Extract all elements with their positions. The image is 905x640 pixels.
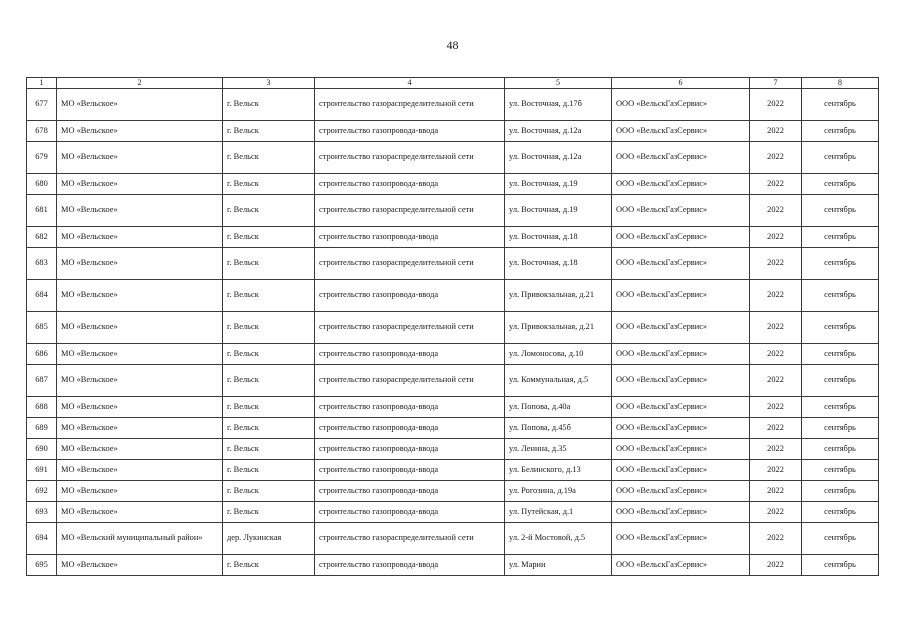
year-cell: 2022 [750,343,802,364]
work-type-cell: строительство газораспределительной сети [315,311,505,343]
work-type-cell: строительство газопровода-ввода [315,501,505,522]
column-header: 7 [750,78,802,89]
organization-cell: ООО «ВельскГазСервис» [612,396,750,417]
settlement-cell: г. Вельск [223,194,315,226]
address-cell: ул. Привокзальная, д.21 [505,279,612,311]
work-type-cell: строительство газопровода-ввода [315,226,505,247]
work-type-cell: строительство газораспределительной сети [315,88,505,120]
municipality-cell: МО «Вельское» [57,343,223,364]
settlement-cell: г. Вельск [223,311,315,343]
municipality-cell: МО «Вельское» [57,120,223,141]
table-row [27,522,879,554]
year-cell: 2022 [750,141,802,173]
column-header: 4 [315,78,505,89]
municipality-cell: МО «Вельское» [57,88,223,120]
column-header: 8 [802,78,879,89]
year-cell: 2022 [750,438,802,459]
row-number-cell: 687 [27,364,57,396]
work-type-cell: строительство газопровода-ввода [315,173,505,194]
organization-cell: ООО «ВельскГазСервис» [612,554,750,575]
organization-cell: ООО «ВельскГазСервис» [612,417,750,438]
work-type-cell: строительство газораспределительной сети [315,141,505,173]
settlement-cell: г. Вельск [223,396,315,417]
settlement-cell: г. Вельск [223,279,315,311]
municipality-cell: МО «Вельское» [57,438,223,459]
settlement-cell: дер. Лукинская [223,522,315,554]
month-cell: сентябрь [802,554,879,575]
work-type-cell: строительство газопровода-ввода [315,459,505,480]
column-header: 3 [223,78,315,89]
month-cell: сентябрь [802,141,879,173]
month-cell: сентябрь [802,417,879,438]
work-type-cell: строительство газораспределительной сети [315,364,505,396]
settlement-cell: г. Вельск [223,173,315,194]
month-cell: сентябрь [802,501,879,522]
table-row [27,438,879,459]
address-cell: ул. Марии [505,554,612,575]
table-row [27,554,879,575]
municipality-cell: МО «Вельское» [57,417,223,438]
settlement-cell: г. Вельск [223,554,315,575]
address-cell: ул. Восточная, д.19 [505,194,612,226]
organization-cell: ООО «ВельскГазСервис» [612,438,750,459]
registry-body [27,88,879,575]
municipality-cell: МО «Вельское» [57,459,223,480]
month-cell: сентябрь [802,343,879,364]
address-cell: ул. Восточная, д.12а [505,120,612,141]
address-cell: ул. Восточная, д.12а [505,141,612,173]
table-row [27,364,879,396]
year-cell: 2022 [750,120,802,141]
row-number-cell: 677 [27,88,57,120]
row-number-cell: 683 [27,247,57,279]
month-cell: сентябрь [802,88,879,120]
registry-table [26,77,879,576]
row-number-cell: 685 [27,311,57,343]
work-type-cell: строительство газораспределительной сети [315,194,505,226]
table-row [27,247,879,279]
address-cell: ул. Белинского, д.13 [505,459,612,480]
organization-cell: ООО «ВельскГазСервис» [612,226,750,247]
table-row [27,120,879,141]
year-cell: 2022 [750,554,802,575]
month-cell: сентябрь [802,173,879,194]
year-cell: 2022 [750,88,802,120]
table-row [27,501,879,522]
address-cell: ул. Коммунальная, д.5 [505,364,612,396]
work-type-cell: строительство газопровода-ввода [315,480,505,501]
organization-cell: ООО «ВельскГазСервис» [612,194,750,226]
municipality-cell: МО «Вельское» [57,279,223,311]
row-number-cell: 686 [27,343,57,364]
address-cell: ул. Восточная, д.17б [505,88,612,120]
row-number-cell: 682 [27,226,57,247]
row-number-cell: 690 [27,438,57,459]
month-cell: сентябрь [802,459,879,480]
work-type-cell: строительство газораспределительной сети [315,247,505,279]
year-cell: 2022 [750,194,802,226]
month-cell: сентябрь [802,120,879,141]
address-cell: ул. Восточная, д.19 [505,173,612,194]
organization-cell: ООО «ВельскГазСервис» [612,522,750,554]
table-row [27,194,879,226]
work-type-cell: строительство газопровода-ввода [315,396,505,417]
column-number-row [27,78,879,89]
year-cell: 2022 [750,247,802,279]
row-number-cell: 691 [27,459,57,480]
month-cell: сентябрь [802,247,879,279]
year-cell: 2022 [750,522,802,554]
municipality-cell: МО «Вельское» [57,480,223,501]
organization-cell: ООО «ВельскГазСервис» [612,141,750,173]
municipality-cell: МО «Вельское» [57,364,223,396]
page-number: 48 [446,38,459,52]
row-number-cell: 684 [27,279,57,311]
row-number-cell: 692 [27,480,57,501]
municipality-cell: МО «Вельское» [57,194,223,226]
address-cell: ул. Рогозина, д.19а [505,480,612,501]
address-cell: ул. Восточная, д.18 [505,247,612,279]
settlement-cell: г. Вельск [223,226,315,247]
column-header: 1 [27,78,57,89]
row-number-cell: 689 [27,417,57,438]
row-number-cell: 679 [27,141,57,173]
column-header: 2 [57,78,223,89]
month-cell: сентябрь [802,194,879,226]
work-type-cell: строительство газопровода-ввода [315,120,505,141]
address-cell: ул. Путейская, д.1 [505,501,612,522]
table-row [27,88,879,120]
month-cell: сентябрь [802,438,879,459]
work-type-cell: строительство газопровода-ввода [315,279,505,311]
month-cell: сентябрь [802,396,879,417]
settlement-cell: г. Вельск [223,459,315,480]
year-cell: 2022 [750,226,802,247]
year-cell: 2022 [750,279,802,311]
work-type-cell: строительство газопровода-ввода [315,417,505,438]
settlement-cell: г. Вельск [223,247,315,279]
month-cell: сентябрь [802,226,879,247]
settlement-cell: г. Вельск [223,417,315,438]
table-row [27,459,879,480]
work-type-cell: строительство газопровода-ввода [315,343,505,364]
address-cell: ул. Ломоносова, д.10 [505,343,612,364]
organization-cell: ООО «ВельскГазСервис» [612,501,750,522]
row-number-cell: 695 [27,554,57,575]
table-row [27,226,879,247]
year-cell: 2022 [750,459,802,480]
table-row [27,173,879,194]
municipality-cell: МО «Вельский муниципальный район» [57,522,223,554]
month-cell: сентябрь [802,311,879,343]
settlement-cell: г. Вельск [223,501,315,522]
year-cell: 2022 [750,501,802,522]
organization-cell: ООО «ВельскГазСервис» [612,459,750,480]
row-number-cell: 678 [27,120,57,141]
table-row [27,279,879,311]
year-cell: 2022 [750,311,802,343]
table-row [27,396,879,417]
municipality-cell: МО «Вельское» [57,554,223,575]
municipality-cell: МО «Вельское» [57,141,223,173]
row-number-cell: 694 [27,522,57,554]
municipality-cell: МО «Вельское» [57,247,223,279]
row-number-cell: 688 [27,396,57,417]
organization-cell: ООО «ВельскГазСервис» [612,364,750,396]
municipality-cell: МО «Вельское» [57,226,223,247]
year-cell: 2022 [750,396,802,417]
settlement-cell: г. Вельск [223,364,315,396]
settlement-cell: г. Вельск [223,480,315,501]
address-cell: ул. Попова, д.45б [505,417,612,438]
municipality-cell: МО «Вельское» [57,173,223,194]
settlement-cell: г. Вельск [223,120,315,141]
municipality-cell: МО «Вельское» [57,501,223,522]
settlement-cell: г. Вельск [223,141,315,173]
month-cell: сентябрь [802,364,879,396]
column-header: 6 [612,78,750,89]
settlement-cell: г. Вельск [223,88,315,120]
organization-cell: ООО «ВельскГазСервис» [612,279,750,311]
settlement-cell: г. Вельск [223,343,315,364]
row-number-cell: 681 [27,194,57,226]
organization-cell: ООО «ВельскГазСервис» [612,311,750,343]
organization-cell: ООО «ВельскГазСервис» [612,343,750,364]
work-type-cell: строительство газопровода-ввода [315,438,505,459]
work-type-cell: строительство газопровода-ввода [315,554,505,575]
year-cell: 2022 [750,417,802,438]
municipality-cell: МО «Вельское» [57,396,223,417]
row-number-cell: 680 [27,173,57,194]
year-cell: 2022 [750,480,802,501]
year-cell: 2022 [750,364,802,396]
table-row [27,480,879,501]
month-cell: сентябрь [802,522,879,554]
address-cell: ул. 2-й Мостовой, д.5 [505,522,612,554]
address-cell: ул. Попова, д.40а [505,396,612,417]
table-row [27,311,879,343]
table-row [27,343,879,364]
organization-cell: ООО «ВельскГазСервис» [612,173,750,194]
address-cell: ул. Восточная, д.18 [505,226,612,247]
organization-cell: ООО «ВельскГазСервис» [612,120,750,141]
column-header: 5 [505,78,612,89]
table-row [27,417,879,438]
settlement-cell: г. Вельск [223,438,315,459]
month-cell: сентябрь [802,480,879,501]
year-cell: 2022 [750,173,802,194]
organization-cell: ООО «ВельскГазСервис» [612,247,750,279]
municipality-cell: МО «Вельское» [57,311,223,343]
address-cell: ул. Ленина, д.35 [505,438,612,459]
month-cell: сентябрь [802,279,879,311]
organization-cell: ООО «ВельскГазСервис» [612,480,750,501]
organization-cell: ООО «ВельскГазСервис» [612,88,750,120]
row-number-cell: 693 [27,501,57,522]
address-cell: ул. Привокзальная, д.21 [505,311,612,343]
work-type-cell: строительство газораспределительной сети [315,522,505,554]
table-row [27,141,879,173]
